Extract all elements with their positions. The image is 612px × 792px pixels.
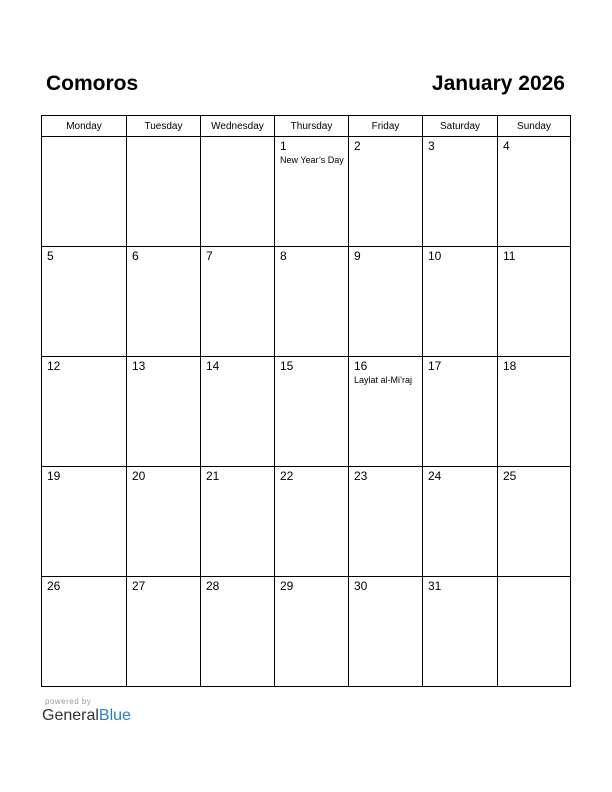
day-cell <box>498 577 571 687</box>
calendar-grid <box>41 115 571 687</box>
day-cell <box>349 577 423 687</box>
weekday-header-row <box>42 116 571 137</box>
day-number: 28 <box>206 579 220 593</box>
day-number: 5 <box>47 249 54 263</box>
day-cell <box>42 467 127 577</box>
day-number: 20 <box>132 469 146 483</box>
day-cell <box>498 247 571 357</box>
day-number: 18 <box>503 359 517 373</box>
day-number: 30 <box>354 579 368 593</box>
day-cell <box>498 137 571 247</box>
month-year-title: January 2026 <box>431 72 565 95</box>
day-number: 8 <box>280 249 287 263</box>
day-number: 22 <box>280 469 294 483</box>
day-number: 31 <box>428 579 442 593</box>
day-number: 11 <box>503 249 516 263</box>
day-cell <box>127 467 201 577</box>
weekday-header: Wednesday <box>201 116 275 137</box>
day-cell <box>42 247 127 357</box>
week-row <box>42 577 571 687</box>
day-cell <box>423 577 498 687</box>
day-number: 29 <box>280 579 294 593</box>
day-cell <box>201 247 275 357</box>
day-number: 1 <box>280 139 287 153</box>
day-number <box>42 137 126 140</box>
brand-part-general: General <box>42 707 99 724</box>
day-cell <box>201 577 275 687</box>
day-number: 2 <box>354 139 361 153</box>
weekday-header: Sunday <box>498 116 571 137</box>
day-cell <box>275 137 349 247</box>
day-cell <box>42 357 127 467</box>
day-number: 9 <box>354 249 361 263</box>
day-cell <box>349 357 423 467</box>
day-number: 23 <box>354 469 368 483</box>
country-title: Comoros <box>46 72 139 95</box>
day-number <box>201 137 274 140</box>
holiday-label: Laylat al-Mi’raj <box>354 375 413 385</box>
day-cell <box>275 467 349 577</box>
week-row <box>42 357 571 467</box>
day-number: 14 <box>206 359 220 373</box>
day-number <box>498 577 570 580</box>
day-cell <box>423 247 498 357</box>
day-number: 6 <box>132 249 139 263</box>
day-number: 7 <box>206 249 213 263</box>
day-cell <box>349 247 423 357</box>
powered-by-text: powered by <box>45 697 92 706</box>
day-number: 26 <box>47 579 61 593</box>
day-number: 25 <box>503 469 517 483</box>
weekday-header: Friday <box>349 116 423 137</box>
week-row <box>42 137 571 247</box>
day-cell <box>201 137 275 247</box>
day-number: 16 <box>354 359 368 373</box>
day-number: 15 <box>280 359 294 373</box>
day-cell <box>275 577 349 687</box>
day-number: 4 <box>503 139 510 153</box>
brand-part-blue: Blue <box>98 707 131 724</box>
day-cell <box>349 137 423 247</box>
day-number: 19 <box>47 469 61 483</box>
day-cell <box>498 357 571 467</box>
weekday-header: Saturday <box>423 116 498 137</box>
day-number: 10 <box>428 249 442 263</box>
day-cell <box>127 247 201 357</box>
day-number: 24 <box>428 469 442 483</box>
footer <box>42 697 131 725</box>
day-cell <box>42 137 127 247</box>
day-cell <box>423 357 498 467</box>
day-cell <box>423 137 498 247</box>
day-cell <box>349 467 423 577</box>
day-cell <box>42 577 127 687</box>
generalblue-logo <box>42 707 131 725</box>
day-cell <box>127 577 201 687</box>
holiday-label: New Year’s Day <box>280 155 344 165</box>
weekday-header: Monday <box>42 116 127 137</box>
day-number: 12 <box>47 359 61 373</box>
day-cell <box>423 467 498 577</box>
day-cell <box>498 467 571 577</box>
day-number: 27 <box>132 579 146 593</box>
day-number: 3 <box>428 139 435 153</box>
day-number: 13 <box>132 359 146 373</box>
day-cell <box>127 137 201 247</box>
day-number: 21 <box>206 469 220 483</box>
day-cell <box>127 357 201 467</box>
weekday-header: Thursday <box>275 116 349 137</box>
day-cell <box>275 357 349 467</box>
week-row <box>42 467 571 577</box>
day-cell <box>275 247 349 357</box>
day-cell <box>201 357 275 467</box>
weekday-header: Tuesday <box>127 116 201 137</box>
day-number <box>127 137 200 140</box>
day-number: 17 <box>428 359 442 373</box>
day-cell <box>201 467 275 577</box>
week-row <box>42 247 571 357</box>
